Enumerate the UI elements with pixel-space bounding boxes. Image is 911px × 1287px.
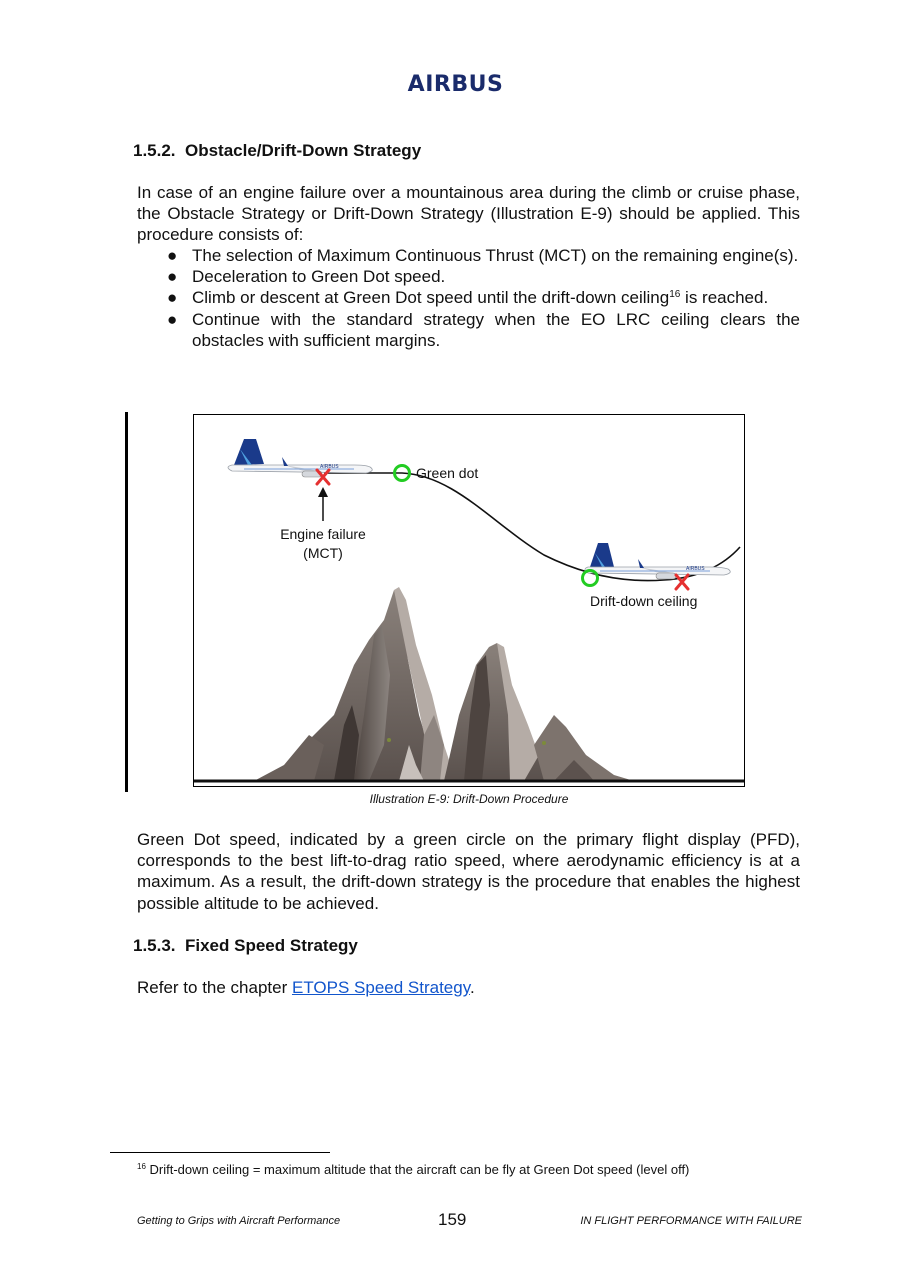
etops-speed-strategy-link[interactable]: ETOPS Speed Strategy (291, 978, 470, 997)
drift-down-illustration (193, 414, 745, 787)
section-title: Obstacle/Drift-Down Strategy (185, 141, 422, 160)
section-number: 1.5.2. (133, 141, 176, 160)
list-item (165, 287, 800, 308)
svg-text:AIRBUS: AIRBUS (320, 464, 339, 470)
footnote-marker: 16 (137, 1162, 146, 1171)
section-title: Fixed Speed Strategy (185, 936, 358, 955)
intro-text: In case of an engine failure over a mountainous area during the climb or cruise phase, the Obstacle Strategy or Drift-Down Strategy (Illustration E-9) should be applied. This procedure consists of: (137, 183, 800, 245)
footnote-text: Drift-down ceiling = maximum altitude that the aircraft can be fly at Green Dot speed (level off) (145, 1162, 690, 1177)
green-dot-text: Green Dot speed, indicated by a green circle on the primary flight display (PFD), corresponds to the best lift-to-drag ratio speed, where aerodynamic efficiency is at a maximum. As a result, the drift-down strategy is the procedure that enables the highest possible altitude to be achieved. (137, 830, 800, 913)
change-bar (125, 412, 128, 792)
list-item (165, 266, 800, 287)
list-item-text: Climb or descent at Green Dot speed until the drift-down ceiling (192, 288, 670, 308)
flight-path (324, 473, 740, 581)
aircraft-cruise-icon (228, 439, 372, 477)
list-item-text: The selection of Maximum Continuous Thrust (MCT) on the remaining engine(s). (192, 246, 799, 265)
label-engine-failure: Engine failure (280, 526, 366, 542)
list-item-text: Continue with the standard strategy when the EO LRC ceiling clears the obstacles with sufficient margins. (192, 309, 800, 350)
bullet-icon: ● (167, 288, 178, 308)
list-item (165, 309, 800, 351)
figure-caption: Illustration E-9: Drift-Down Procedure (369, 792, 569, 806)
green-dot-paragraph (137, 829, 800, 914)
section-heading-fixed-speed (133, 936, 358, 956)
section-heading-obstacle (133, 141, 421, 161)
footer-chapter-title: IN FLIGHT PERFORMANCE WITH FAILURE (580, 1215, 802, 1227)
airbus-logo: AIRBUS (407, 72, 504, 97)
section-number: 1.5.3. (133, 936, 176, 955)
footnote (137, 1162, 689, 1177)
footer-document-title: Getting to Grips with Aircraft Performance (137, 1215, 341, 1227)
list-item-text: Deceleration to Green Dot speed. (192, 267, 446, 287)
list-item-text: is reached. (680, 288, 769, 308)
list-item (165, 245, 800, 266)
refer-text: Refer to the chapter (137, 978, 292, 997)
drift-down-diagram (194, 415, 744, 786)
intro-paragraph (137, 182, 800, 246)
page-number: 159 (438, 1210, 467, 1229)
fixed-speed-paragraph (137, 977, 800, 998)
aircraft-ceiling-icon (585, 543, 730, 579)
svg-text:AIRBUS: AIRBUS (686, 566, 705, 572)
footnote-ref[interactable]: 16 (669, 289, 681, 301)
mountain-range-icon (254, 587, 634, 781)
label-mct: (MCT) (303, 545, 343, 561)
label-drift-down-ceiling: Drift-down ceiling (590, 593, 698, 609)
up-arrow-icon (318, 487, 328, 521)
footnote-divider (110, 1152, 330, 1153)
label-green-dot: Green dot (416, 465, 479, 481)
procedure-list (165, 245, 800, 351)
bullet-icon: ● (167, 267, 178, 287)
bullet-icon: ● (167, 246, 178, 265)
engine-failure-cross-ceiling-icon (676, 575, 688, 589)
bullet-icon: ● (167, 309, 178, 329)
refer-text-end: . (469, 978, 475, 997)
